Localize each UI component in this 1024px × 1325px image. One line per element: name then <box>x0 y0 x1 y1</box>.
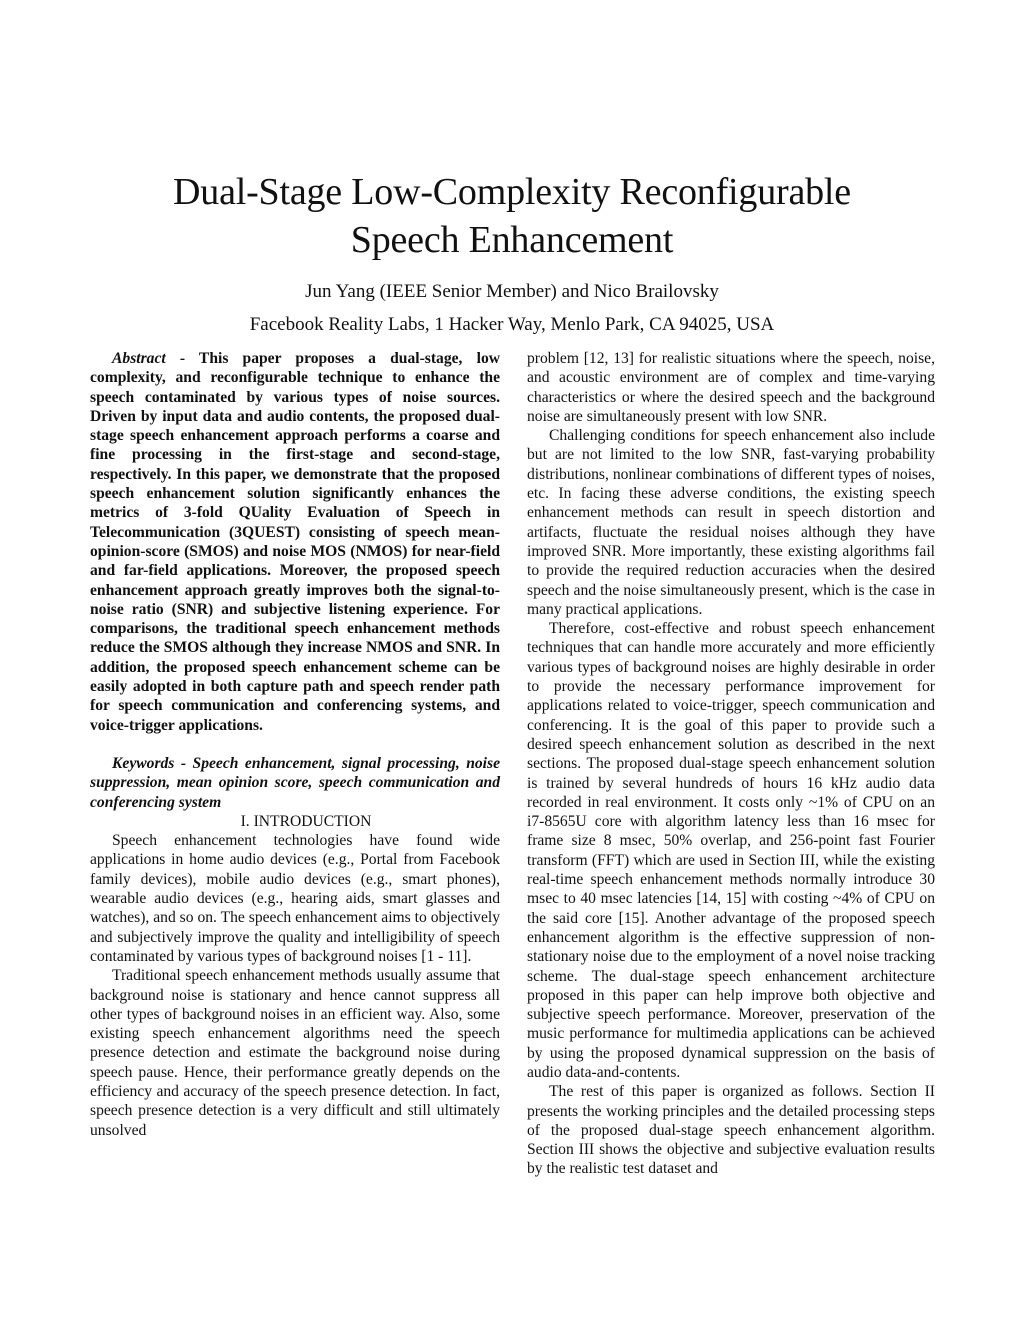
abstract-paragraph <box>90 349 500 735</box>
body-paragraph: The rest of this paper is organized as follows. Section II presents the working principles and the detailed processing steps of the proposed dual-stage speech enhancement algorithm. Section III shows the objective and subjective evaluation results by the realistic test dataset and <box>527 1083 935 1178</box>
body-paragraph: Speech enhancement technologies have found wide applications in home audio devices (e.g., Portal from Facebook family devices), mobile audio devices (e.g., smart phones), wearable audio devices (e.g., hearing aids, smart glasses and watches), and so on. The speech enhancement aims to objectively and subjectively improve the quality and intelligibility of speech contaminated by various types of background noises [1 - 11]. <box>90 832 500 965</box>
section-heading-introduction: I. INTRODUCTION <box>240 812 372 830</box>
body-paragraph: problem [12, 13] for realistic situations where the speech, noise, and acoustic environment are of complex and time-varying characteristics or where the desired speech and the background noise are simultaneously present with low SNR. <box>527 350 935 425</box>
title-line-2: Speech Enhancement <box>350 219 674 261</box>
paper-title <box>100 168 924 264</box>
body-paragraph: Therefore, cost-effective and robust speech enhancement techniques that can handle more accurately and more efficiently various types of background noises are highly desirable in order to provide the necessary performance improvement for applications related to voice-trigger, speech communication and conferencing. It is the goal of this paper to provide such a desired speech enhancement solution as described in the next sections. The proposed dual-stage speech enhancement solution is trained by several hundreds of hours 16 kHz audio data recorded in real environment. It costs only ~1% of CPU on an i7-8565U core with algorithm latency less than 16 msec for frame size 8 msec, 50% overlap, and 256-point fast Fourier transform (FFT) which are used in Section III, while the existing real-time speech enhancement methods normally introduce 30 msec to 40 msec latencies [14, 15] with costing ~4% of CPU on the said core [15]. Another advantage of the proposed speech enhancement algorithm is the effective suppression of non-stationary noise due to the employment of a novel noise tracking scheme. The dual-stage speech enhancement architecture proposed in this paper can help improve both objective and subjective speech performance. Moreover, preservation of the music performance for multimedia applications can be achieved by using the proposed dynamical suppression on the basis of audio data-and-contents. <box>527 620 935 1081</box>
body-paragraph: Traditional speech enhancement methods usually assume that background noise is stationary and hence cannot suppress all other types of background noises in an efficient way. Also, some existing speech enhancement algorithms need the speech presence detection and estimate the background noise during speech pause. Hence, their performance greatly depends on the efficiency and accuracy of the speech presence detection. In fact, speech presence detection is a very difficult and still ultimately unsolved <box>90 967 500 1139</box>
author-list: Jun Yang (IEEE Senior Member) and Nico Brailovsky <box>305 281 719 302</box>
author-affiliation: Facebook Reality Labs, 1 Hacker Way, Menlo Park, CA 94025, USA <box>249 314 775 335</box>
title-line-1: Dual-Stage Low-Complexity Reconfigurable <box>173 171 851 213</box>
body-paragraph: Challenging conditions for speech enhancement also include but are not limited to the low SNR, fast-varying probability distributions, nonlinear combinations of different types of noises, etc. In facing these adverse conditions, the existing speech enhancement methods can result in speech distortion and artifacts, fluctuate the residual noises although they have improved SNR. More importantly, these existing algorithms fail to provide the required reduction accuracies when the desired speech and the noise simultaneously present, which is the case in many practical applications. <box>527 427 935 618</box>
abstract-label: Abstract <box>112 350 166 367</box>
left-column <box>90 349 500 1140</box>
right-column <box>527 349 935 1179</box>
abstract-text: - This paper proposes a dual-stage, low complexity, and reconfigurable technique to enhance the speech contaminated by various types of noise sources. Driven by input data and audio contents, the proposed dual-stage speech enhancement approach performs a coarse and fine processing in the first-stage and second-stage, respectively. In this paper, we demonstrate that the proposed speech enhancement solution significantly enhances the metrics of 3-fold QUality Evaluation of Speech in Telecommunication (3QUEST) consisting of speech mean-opinion-score (SMOS) and noise MOS (NMOS) for near-field and far-field applications. Moreover, the proposed speech enhancement approach greatly improves both the signal-to-noise ratio (SNR) and subjective listening experience. For comparisons, the traditional speech enhancement methods reduce the SMOS although they increase NMOS and SNR. In addition, the proposed speech enhancement scheme can be easily adopted in both capture path and speech render path for speech communication and conferencing systems, and voice-trigger applications. <box>90 350 500 734</box>
keywords-paragraph: Keywords - Speech enhancement, signal processing, noise suppression, mean opinion score, speech communication and conferencing system <box>90 754 500 811</box>
